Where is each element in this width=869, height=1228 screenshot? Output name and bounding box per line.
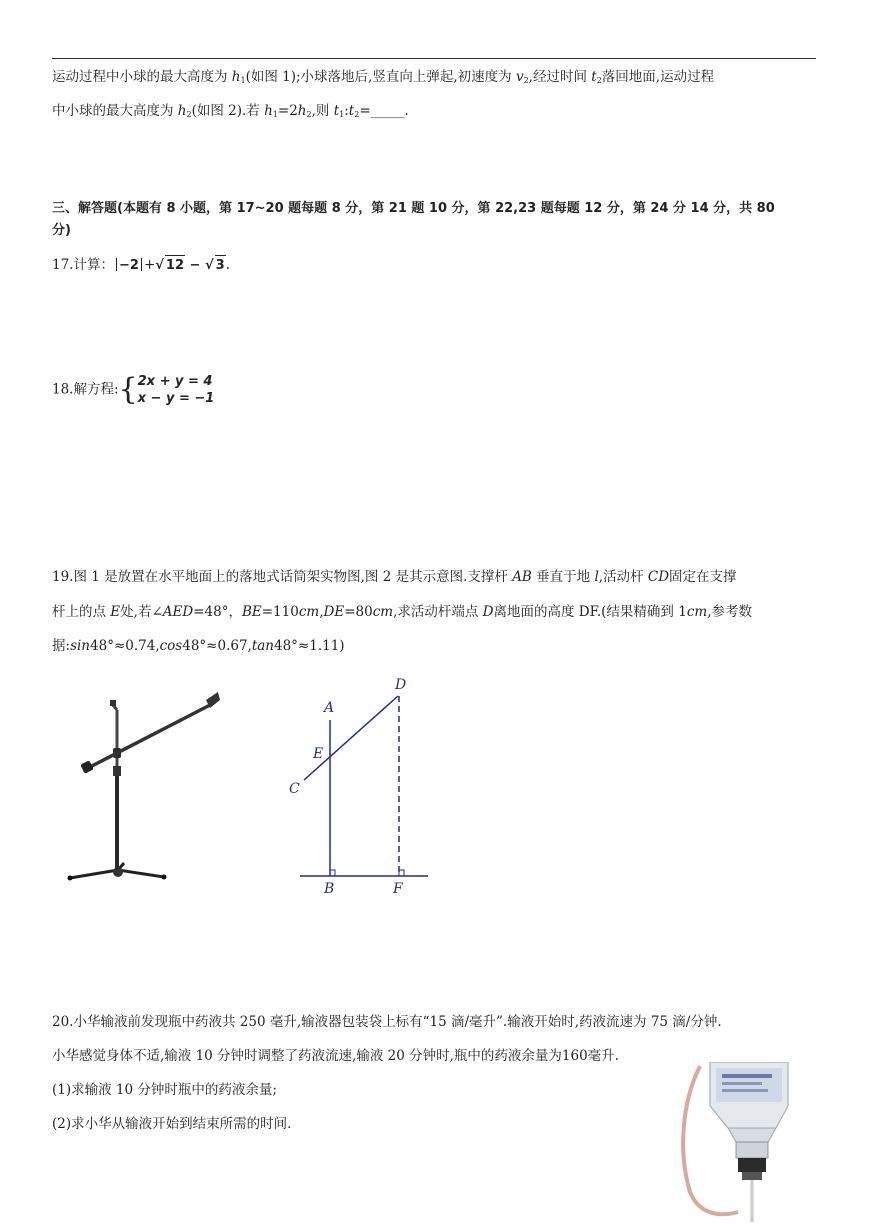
label-f: F [393,881,403,897]
answer-blank: =_____. [359,103,409,119]
q19-text: 处,若∠ [120,604,163,620]
active-rod-cd [304,696,398,780]
equation-1: 2x + y = 4 [137,373,213,389]
angle-aed: AED [162,604,194,620]
equation-2: x − y = −1 [137,390,215,406]
var-t: t [333,103,340,119]
subscript: 2 [596,76,602,85]
radicand: 3 [215,255,226,276]
point-d: D [482,604,494,620]
q19-text: =80 [344,604,373,620]
q19-text: =48°， [193,604,242,620]
section-heading-line-2: 分) [52,223,71,238]
segment-be: BE [241,604,262,620]
microphone-stand-image [60,688,230,888]
q19-text: 48°≈0.74, [90,638,160,654]
q16-text: (如图 2).若 [191,103,265,119]
q16-text: =2 [277,103,298,119]
abs-value: −2 [118,258,139,273]
top-rule [52,58,816,59]
label-b: B [324,881,335,897]
point-e: E [110,604,121,620]
q19-text: ,求活动杆端点 [393,604,483,620]
var-t: t [348,103,355,119]
plus-sign: + [143,257,156,273]
q19-text: 杆上的点 [52,604,111,620]
question-17 [52,255,818,276]
func-sin: sin [70,638,91,654]
abs-bar-right [141,258,142,271]
schematic-diagram [284,672,434,900]
q16-line-2 [52,101,818,125]
label-a: A [324,700,335,716]
subscript: 1 [240,76,246,85]
q16-text: ,经过时间 [528,69,592,85]
q18-label: 18.解方程: [52,381,119,398]
var-h: h [177,103,187,119]
q16-text: (如图 1);小球落地后,竖直向上弹起,初速度为 [245,69,516,85]
q19-line-2 [52,602,818,622]
subscript: 2 [306,110,312,119]
q19-text: ,参考数 [707,604,752,620]
q16-text: 中小球的最大高度为 [52,103,178,119]
q17-label: 17.计算： [52,257,114,273]
question-18 [52,371,818,408]
sqrt-3: √ 3 [205,258,226,273]
subscript: 1 [272,110,278,119]
q19-text: 19.图 1 是放置在水平地面上的落地式话筒架实物图,图 2 是其示意图.支撑杆 [52,569,513,585]
label-c: C [289,781,300,797]
subscript: 2 [186,110,192,119]
boom-arm [80,704,212,774]
q20-part-1: (1)求输液 10 分钟时瓶中的药液余量; [52,1082,277,1098]
var-h: h [264,103,273,119]
q19-text: 固定在支撑 [669,569,737,585]
line-l: l [594,569,599,585]
segment-ab: AB [512,569,532,585]
equation-system [138,373,215,407]
var-t: t [591,69,597,85]
subscript: 2 [354,110,360,119]
q19-text: ,活动杆 [598,569,648,585]
q16-text: 运动过程中小球的最大高度为 [52,69,232,85]
label-e: E [313,746,324,762]
section-heading-line-1: 三、解答题(本题有 8 小题，第 17~20 题每题 8 分，第 21 题 10 分，第 22,23 题每题 12 分，第 24 分 14 分，共 80 [52,201,775,216]
q16-text: 落回地面,运动过程 [601,69,715,85]
q19-line-1 [52,567,818,587]
q16-line-1 [52,67,818,91]
subscript: 1 [339,110,345,119]
q20-line-1: 20.小华输液前发现瓶中药液共 250 毫升,输液器包装袋上标有“15 滴/毫升”.输液开始时,药液流速为 75 滴/分钟. [52,1014,722,1030]
q19-text: 据: [52,638,71,654]
q19-text: 48°≈1.11) [274,638,345,654]
func-cos: cos [159,638,183,654]
radicand: 12 [165,255,185,276]
q20-part-2: (2)求小华从输液开始到结束所需的时间. [52,1116,292,1132]
q19-text: 48°≈0.67, [182,638,252,654]
var-v: v [515,69,524,85]
q16-text: ,则 [311,103,334,119]
q16-text: : [344,103,349,119]
q19-text: 垂直于地 [531,569,595,585]
unit-cm: cm [298,604,320,620]
brace-icon: { [118,371,138,407]
iv-bottle-image [676,1062,800,1222]
q19-text: =110 [261,604,299,620]
q19-line-3 [52,636,818,656]
q19-text: , [319,604,324,620]
stand-pole [113,710,121,870]
segment-cd: CD [647,569,670,585]
minus-sign: − [185,258,205,273]
q20-line-2: 小华感觉身体不适,输液 10 分钟时调整了药液流速,输液 20 分钟时,瓶中的药液余量为160毫升. [52,1048,619,1064]
q19-text: 离地面的高度 DF.(结果精确到 1 [493,604,687,620]
unit-cm: cm [372,604,394,620]
label-d: D [395,677,407,693]
sqrt-12: √ 12 [155,258,185,273]
segment-de: DE [323,604,345,620]
subscript: 2 [523,76,529,85]
unit-cm: cm [686,604,708,620]
var-h: h [297,103,307,119]
period: . [225,257,230,273]
func-tan: tan [251,638,274,654]
var-h: h [231,69,241,85]
abs-bar-left [116,258,117,271]
